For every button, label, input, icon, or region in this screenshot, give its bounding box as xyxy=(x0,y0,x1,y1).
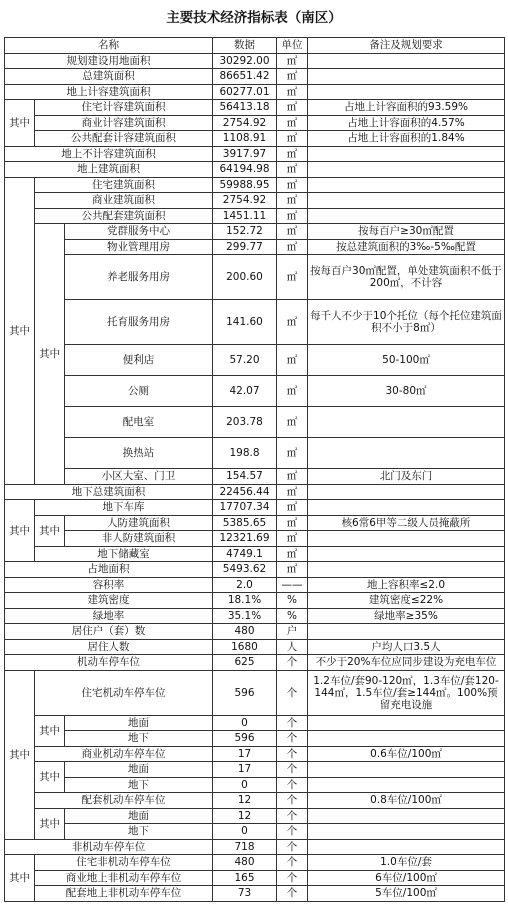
table-row xyxy=(5,438,505,469)
row-unit: 个 xyxy=(277,670,308,715)
group-label: 其中 xyxy=(5,855,35,902)
row-name: 地上不计容建筑面积 xyxy=(5,146,213,162)
table-row xyxy=(5,69,505,85)
row-unit: 人 xyxy=(277,639,308,655)
row-note xyxy=(308,84,505,100)
row-unit: ㎡ xyxy=(277,53,308,69)
row-name: 养老服务用房 xyxy=(65,255,213,300)
table-row xyxy=(5,593,505,609)
row-note xyxy=(308,777,505,793)
row-data: 60277.01 xyxy=(213,84,277,100)
header-data: 数据 xyxy=(213,38,277,54)
row-unit: ㎡ xyxy=(277,546,308,562)
row-note: 0.6车位/100㎡ xyxy=(308,746,505,762)
row-unit: ㎡ xyxy=(277,84,308,100)
row-data: 718 xyxy=(213,839,277,855)
row-unit: ㎡ xyxy=(277,208,308,224)
row-unit: —— xyxy=(277,577,308,593)
row-data: 152.72 xyxy=(213,224,277,240)
table-row xyxy=(5,793,505,809)
row-data: 12 xyxy=(213,808,277,824)
row-name: 公共配套建筑面积 xyxy=(35,208,213,224)
row-name: 人防建筑面积 xyxy=(65,515,213,531)
table-row xyxy=(5,177,505,193)
row-data: 0 xyxy=(213,824,277,840)
table-title: 主要技术经济指标表（南区） xyxy=(166,10,342,26)
row-unit: % xyxy=(277,593,308,609)
row-note: 每千人不少于10个托位（每个托位建筑面积不小于8㎡） xyxy=(308,300,505,345)
row-data: 86651.42 xyxy=(213,69,277,85)
row-note xyxy=(308,624,505,640)
row-unit: 个 xyxy=(277,808,308,824)
row-name: 住宅非机动车停车位 xyxy=(35,855,213,871)
row-name: 配套地上非机动车停车位 xyxy=(35,886,213,902)
row-data: 17 xyxy=(213,746,277,762)
row-unit: ㎡ xyxy=(277,500,308,516)
row-unit: 户 xyxy=(277,624,308,640)
table-row xyxy=(5,515,505,531)
row-name: 地上建筑面积 xyxy=(5,162,213,178)
row-data: 480 xyxy=(213,855,277,871)
row-note: 北门及东门 xyxy=(308,469,505,485)
row-unit: ㎡ xyxy=(277,177,308,193)
row-name: 居住户（套）数 xyxy=(5,624,213,640)
row-unit: ㎡ xyxy=(277,115,308,131)
row-data: 203.78 xyxy=(213,407,277,438)
row-name: 商业计容建筑面积 xyxy=(35,115,213,131)
row-name: 公共配套计容建筑面积 xyxy=(35,131,213,147)
row-name: 住宅建筑面积 xyxy=(35,177,213,193)
row-name: 党群服务中心 xyxy=(65,224,213,240)
table-row xyxy=(5,855,505,871)
table-row xyxy=(5,655,505,671)
row-note: 按总建筑面积的3‰-5‰配置 xyxy=(308,239,505,255)
row-data: 596 xyxy=(213,731,277,747)
row-unit: ㎡ xyxy=(277,146,308,162)
row-data: 198.8 xyxy=(213,438,277,469)
row-note: 5车位/100㎡ xyxy=(308,886,505,902)
row-unit: 个 xyxy=(277,824,308,840)
row-data: 22456.44 xyxy=(213,484,277,500)
row-name: 商业机动车停车位 xyxy=(35,746,213,762)
row-name: 地下车库 xyxy=(35,500,213,516)
row-note: 占地上计容面积的1.84% xyxy=(308,131,505,147)
group-label: 其中 xyxy=(35,808,65,839)
row-data: 5493.62 xyxy=(213,562,277,578)
table-row xyxy=(5,484,505,500)
table-row xyxy=(5,731,505,747)
row-unit: ㎡ xyxy=(277,469,308,485)
header-note: 备注及规划要求 xyxy=(308,38,505,54)
row-note xyxy=(308,808,505,824)
table-row xyxy=(5,345,505,376)
row-unit: 个 xyxy=(277,762,308,778)
row-name: 总建筑面积 xyxy=(5,69,213,85)
table-row xyxy=(5,715,505,731)
row-note xyxy=(308,69,505,85)
row-name: 机动车停车位 xyxy=(5,655,213,671)
row-unit: 个 xyxy=(277,793,308,809)
row-name: 地面 xyxy=(65,715,213,731)
row-note xyxy=(308,407,505,438)
row-data: 2754.92 xyxy=(213,193,277,209)
table-row xyxy=(5,115,505,131)
row-note: 按每百户30㎡配置，单处建筑面积不低于200㎡，不计容 xyxy=(308,255,505,300)
table-row xyxy=(5,224,505,240)
row-name: 居住人数 xyxy=(5,639,213,655)
row-unit: ㎡ xyxy=(277,131,308,147)
table-row xyxy=(5,146,505,162)
row-note xyxy=(308,146,505,162)
row-note: 建筑密度≤22% xyxy=(308,593,505,609)
row-note xyxy=(308,731,505,747)
row-name: 非机动车停车位 xyxy=(5,839,213,855)
row-name: 地上计容建筑面积 xyxy=(5,84,213,100)
row-unit: 个 xyxy=(277,870,308,886)
table-row xyxy=(5,531,505,547)
row-note xyxy=(308,177,505,193)
row-data: 64194.98 xyxy=(213,162,277,178)
row-name: 住宅计容建筑面积 xyxy=(35,100,213,116)
row-name: 地下 xyxy=(65,824,213,840)
row-data: 1108.91 xyxy=(213,131,277,147)
row-unit: ㎡ xyxy=(277,162,308,178)
table-row xyxy=(5,546,505,562)
row-note xyxy=(308,546,505,562)
row-note: 30-80㎡ xyxy=(308,376,505,407)
row-data: 17 xyxy=(213,762,277,778)
row-note: 1.2车位/套90-120㎡，1.3车位/套120-144㎡，1.5车位/套≥144㎡。100%预留充电设施 xyxy=(308,670,505,715)
row-data: 0 xyxy=(213,715,277,731)
table-row xyxy=(5,162,505,178)
row-name: 地下总建筑面积 xyxy=(5,484,213,500)
row-name: 商业建筑面积 xyxy=(35,193,213,209)
table-row xyxy=(5,577,505,593)
table-row xyxy=(5,746,505,762)
table-row xyxy=(5,407,505,438)
row-name: 占地面积 xyxy=(5,562,213,578)
table-row xyxy=(5,670,505,715)
table-row xyxy=(5,239,505,255)
row-note: 1.0车位/套 xyxy=(308,855,505,871)
row-name: 建筑密度 xyxy=(5,593,213,609)
row-data: 12 xyxy=(213,793,277,809)
row-unit: ㎡ xyxy=(277,562,308,578)
row-unit: 个 xyxy=(277,777,308,793)
table-row xyxy=(5,376,505,407)
row-note: 占地上计容面积的93.59% xyxy=(308,100,505,116)
row-note xyxy=(308,715,505,731)
row-note xyxy=(308,531,505,547)
row-data: 2.0 xyxy=(213,577,277,593)
group-label: 其中 xyxy=(35,515,65,546)
row-name: 地下储藏室 xyxy=(35,546,213,562)
row-data: 154.57 xyxy=(213,469,277,485)
row-note: 6车位/100㎡ xyxy=(308,870,505,886)
row-name: 配套机动车停车位 xyxy=(35,793,213,809)
row-unit: 个 xyxy=(277,886,308,902)
row-note: 核6常6甲等二级人员掩蔽所 xyxy=(308,515,505,531)
group-label: 其中 xyxy=(5,100,35,147)
row-note xyxy=(308,500,505,516)
table-row xyxy=(5,824,505,840)
table-row xyxy=(5,777,505,793)
row-name: 配电室 xyxy=(65,407,213,438)
row-name: 小区大室、门卫 xyxy=(65,469,213,485)
row-note xyxy=(308,562,505,578)
row-name: 物业管理用房 xyxy=(65,239,213,255)
row-note: 不少于20%车位应同步建设为充电车位 xyxy=(308,655,505,671)
indicator-table xyxy=(4,37,505,902)
row-note: 0.8车位/100㎡ xyxy=(308,793,505,809)
row-note: 占地上计容面积的4.57% xyxy=(308,115,505,131)
row-note: 户均人口3.5人 xyxy=(308,639,505,655)
row-unit: ㎡ xyxy=(277,224,308,240)
row-data: 0 xyxy=(213,777,277,793)
table-row xyxy=(5,608,505,624)
row-data: 57.20 xyxy=(213,345,277,376)
row-name: 地下 xyxy=(65,731,213,747)
table-row xyxy=(5,839,505,855)
header-unit: 单位 xyxy=(277,38,308,54)
row-note: 50-100㎡ xyxy=(308,345,505,376)
group-label: 其中 xyxy=(35,762,65,793)
table-row xyxy=(5,100,505,116)
row-name: 住宅机动车停车位 xyxy=(35,670,213,715)
row-unit: ㎡ xyxy=(277,300,308,345)
table-row xyxy=(5,255,505,300)
row-name: 托育服务用房 xyxy=(65,300,213,345)
row-data: 165 xyxy=(213,870,277,886)
row-unit: 个 xyxy=(277,839,308,855)
table-row xyxy=(5,131,505,147)
row-note xyxy=(308,438,505,469)
row-note: 按每百户≥30㎡配置 xyxy=(308,224,505,240)
header-row xyxy=(5,38,505,54)
row-name: 商业地上非机动车停车位 xyxy=(35,870,213,886)
table-row xyxy=(5,870,505,886)
row-name: 地面 xyxy=(65,762,213,778)
group-label: 其中 xyxy=(5,500,35,562)
row-data: 12321.69 xyxy=(213,531,277,547)
group-label: 其中 xyxy=(35,715,65,746)
row-unit: ㎡ xyxy=(277,376,308,407)
table-row xyxy=(5,193,505,209)
row-data: 625 xyxy=(213,655,277,671)
row-name: 公厕 xyxy=(65,376,213,407)
row-data: 1451.11 xyxy=(213,208,277,224)
table-row xyxy=(5,53,505,69)
group-label: 其中 xyxy=(5,670,35,839)
table-row xyxy=(5,762,505,778)
row-unit: ㎡ xyxy=(277,100,308,116)
row-name: 地下 xyxy=(65,777,213,793)
table-row xyxy=(5,808,505,824)
row-data: 3917.97 xyxy=(213,146,277,162)
row-data: 73 xyxy=(213,886,277,902)
table-row xyxy=(5,469,505,485)
row-data: 2754.92 xyxy=(213,115,277,131)
row-name: 绿地率 xyxy=(5,608,213,624)
row-data: 56413.18 xyxy=(213,100,277,116)
group-label: 其中 xyxy=(5,177,35,484)
row-data: 596 xyxy=(213,670,277,715)
row-data: 4749.1 xyxy=(213,546,277,562)
row-unit: ㎡ xyxy=(277,407,308,438)
row-note: 绿地率≥35% xyxy=(308,608,505,624)
row-name: 非人防建筑面积 xyxy=(65,531,213,547)
row-note xyxy=(308,484,505,500)
row-note xyxy=(308,162,505,178)
row-unit: ㎡ xyxy=(277,438,308,469)
row-unit: 个 xyxy=(277,715,308,731)
row-name: 地面 xyxy=(65,808,213,824)
row-note xyxy=(308,824,505,840)
row-data: 200.60 xyxy=(213,255,277,300)
row-unit: ㎡ xyxy=(277,345,308,376)
row-data: 59988.95 xyxy=(213,177,277,193)
table-row xyxy=(5,208,505,224)
row-note xyxy=(308,839,505,855)
row-unit: ㎡ xyxy=(277,239,308,255)
table-row xyxy=(5,84,505,100)
row-name: 规划建设用地面积 xyxy=(5,53,213,69)
row-data: 299.77 xyxy=(213,239,277,255)
row-note xyxy=(308,208,505,224)
header-name: 名称 xyxy=(5,38,213,54)
row-unit: ㎡ xyxy=(277,531,308,547)
row-note xyxy=(308,53,505,69)
row-data: 17707.34 xyxy=(213,500,277,516)
row-data: 30292.00 xyxy=(213,53,277,69)
row-data: 141.60 xyxy=(213,300,277,345)
row-data: 1680 xyxy=(213,639,277,655)
row-note: 地上容积率≤2.0 xyxy=(308,577,505,593)
row-data: 18.1% xyxy=(213,593,277,609)
row-note xyxy=(308,762,505,778)
row-name: 换热站 xyxy=(65,438,213,469)
table-row xyxy=(5,639,505,655)
table-row xyxy=(5,500,505,516)
row-unit: ㎡ xyxy=(277,255,308,300)
table-row xyxy=(5,886,505,902)
row-unit: ㎡ xyxy=(277,193,308,209)
row-name: 容积率 xyxy=(5,577,213,593)
row-data: 480 xyxy=(213,624,277,640)
table-row xyxy=(5,300,505,345)
row-unit: 个 xyxy=(277,655,308,671)
group-label: 其中 xyxy=(35,224,65,485)
row-unit: ㎡ xyxy=(277,69,308,85)
row-unit: ㎡ xyxy=(277,515,308,531)
row-name: 便利店 xyxy=(65,345,213,376)
table-row xyxy=(5,624,505,640)
row-unit: 个 xyxy=(277,855,308,871)
row-data: 5385.65 xyxy=(213,515,277,531)
row-note xyxy=(308,193,505,209)
row-data: 42.07 xyxy=(213,376,277,407)
table-row xyxy=(5,562,505,578)
row-unit: 个 xyxy=(277,746,308,762)
row-unit: ㎡ xyxy=(277,484,308,500)
row-unit: 个 xyxy=(277,731,308,747)
row-data: 35.1% xyxy=(213,608,277,624)
row-unit: % xyxy=(277,608,308,624)
